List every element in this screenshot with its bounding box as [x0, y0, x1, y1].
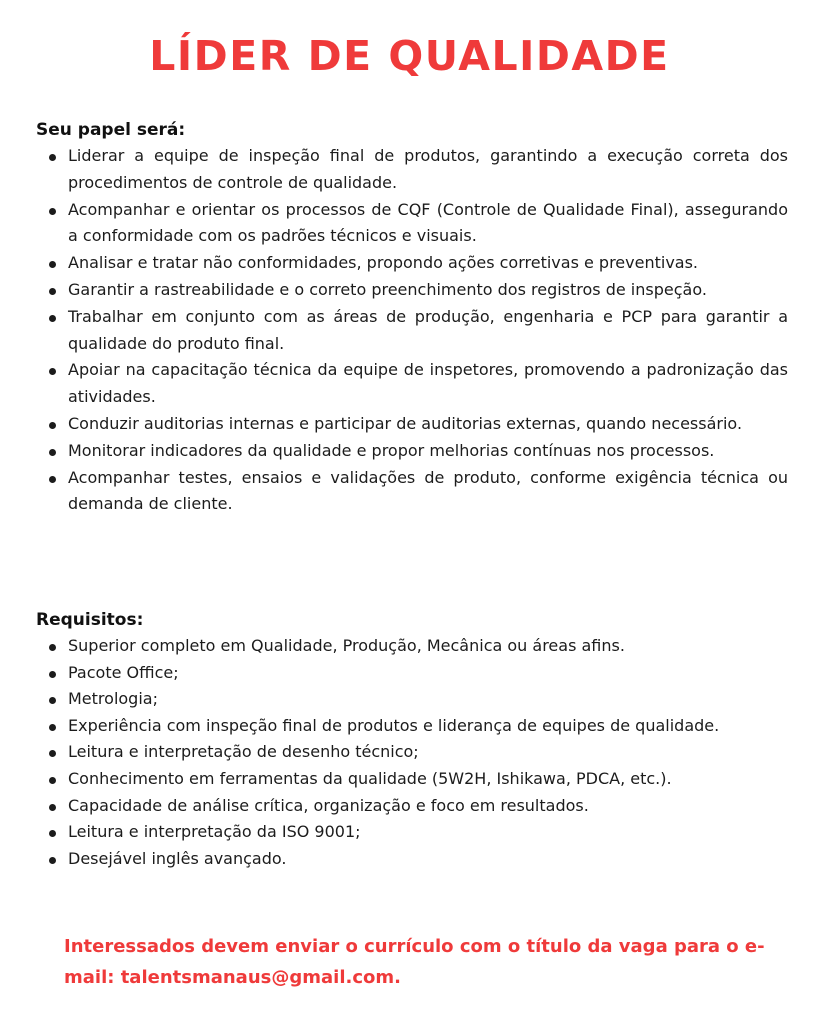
- list-item: [36, 250, 788, 277]
- list-item: [36, 143, 788, 197]
- role-section: [36, 117, 788, 518]
- bullet-icon: [49, 449, 56, 456]
- list-item: [36, 277, 788, 304]
- requirement-item-text: Capacidade de análise crítica, organização e foco em resultados.: [68, 795, 589, 815]
- bullet-icon: [49, 288, 56, 295]
- requirements-heading: Requisitos:: [36, 610, 144, 630]
- requirements-list: [36, 633, 788, 872]
- bullet-icon: [49, 261, 56, 268]
- role-item-text: Monitorar indicadores da qualidade e propor melhorias contínuas nos processos.: [68, 440, 715, 460]
- page-title: LÍDER DE QUALIDADE: [149, 32, 670, 80]
- list-item: [36, 357, 788, 411]
- bullet-icon: [49, 857, 56, 864]
- list-item: [36, 197, 788, 251]
- requirements-section: [36, 607, 788, 872]
- list-item: [36, 846, 788, 873]
- role-item-text: Liderar a equipe de inspeção final de produtos, garantindo a execução correta dos procedimentos de controle de qualidade.: [68, 146, 788, 192]
- role-list: [36, 143, 788, 518]
- bullet-icon: [49, 804, 56, 811]
- role-item-text: Garantir a rastreabilidade e o correto preenchimento dos registros de inspeção.: [68, 279, 707, 299]
- requirement-item-text: Desejável inglês avançado.: [68, 848, 287, 868]
- list-item: [36, 304, 788, 358]
- requirement-item-text: Leitura e interpretação da ISO 9001;: [68, 822, 361, 842]
- role-item-text: Analisar e tratar não conformidades, propondo ações corretivas e preventivas.: [68, 253, 699, 273]
- bullet-icon: [49, 476, 56, 483]
- list-item: [36, 713, 788, 740]
- role-item-text: Acompanhar e orientar os processos de CQF (Controle de Qualidade Final), assegurando a conformidade com os padrões técnicos e visuais.: [68, 199, 788, 246]
- role-item-text: Trabalhar em conjunto com as áreas de produção, engenharia e PCP para garantir a qualidade do produto final.: [68, 306, 788, 353]
- requirement-item-text: Pacote Office;: [68, 662, 179, 682]
- bullet-icon: [49, 368, 56, 375]
- bullet-icon: [49, 422, 56, 429]
- list-item: [36, 739, 788, 766]
- requirement-item-text: Superior completo em Qualidade, Produção, Mecânica ou áreas afins.: [68, 636, 625, 655]
- list-item: [36, 660, 788, 687]
- bullet-icon: [49, 830, 56, 837]
- bullet-icon: [49, 724, 56, 731]
- role-heading: Seu papel será:: [36, 120, 186, 140]
- bullet-icon: [49, 671, 56, 678]
- requirement-item-text: Experiência com inspeção final de produtos e liderança de equipes de qualidade.: [68, 715, 720, 735]
- list-item: [36, 793, 788, 820]
- role-item-text: Conduzir auditorias internas e participar de auditorias externas, quando necessário.: [68, 413, 743, 433]
- bullet-icon: [49, 154, 56, 161]
- contact-instructions: Interessados devem enviar o currículo com o título da vaga para o e-mail: talentsmanaus@gmail.com.: [64, 936, 765, 988]
- list-item: [36, 411, 788, 438]
- list-item: [36, 465, 788, 519]
- role-item-text: Apoiar na capacitação técnica da equipe de inspetores, promovendo a padronização das atividades.: [68, 360, 788, 407]
- bullet-icon: [49, 697, 56, 704]
- list-item: [36, 686, 788, 713]
- requirement-item-text: Conhecimento em ferramentas da qualidade (5W2H, Ishikawa, PDCA, etc.).: [68, 768, 672, 788]
- bullet-icon: [49, 315, 56, 322]
- role-item-text: Acompanhar testes, ensaios e validações de produto, conforme exigência técnica ou demanda de cliente.: [68, 467, 788, 514]
- list-item: [36, 438, 788, 465]
- requirement-item-text: Metrologia;: [68, 689, 158, 709]
- list-item: [36, 766, 788, 793]
- list-item: [36, 819, 788, 846]
- requirement-item-text: Leitura e interpretação de desenho técnico;: [68, 742, 419, 762]
- bullet-icon: [49, 750, 56, 757]
- list-item: [36, 633, 788, 660]
- bullet-icon: [49, 208, 56, 215]
- bullet-icon: [49, 777, 56, 784]
- bullet-icon: [49, 644, 56, 651]
